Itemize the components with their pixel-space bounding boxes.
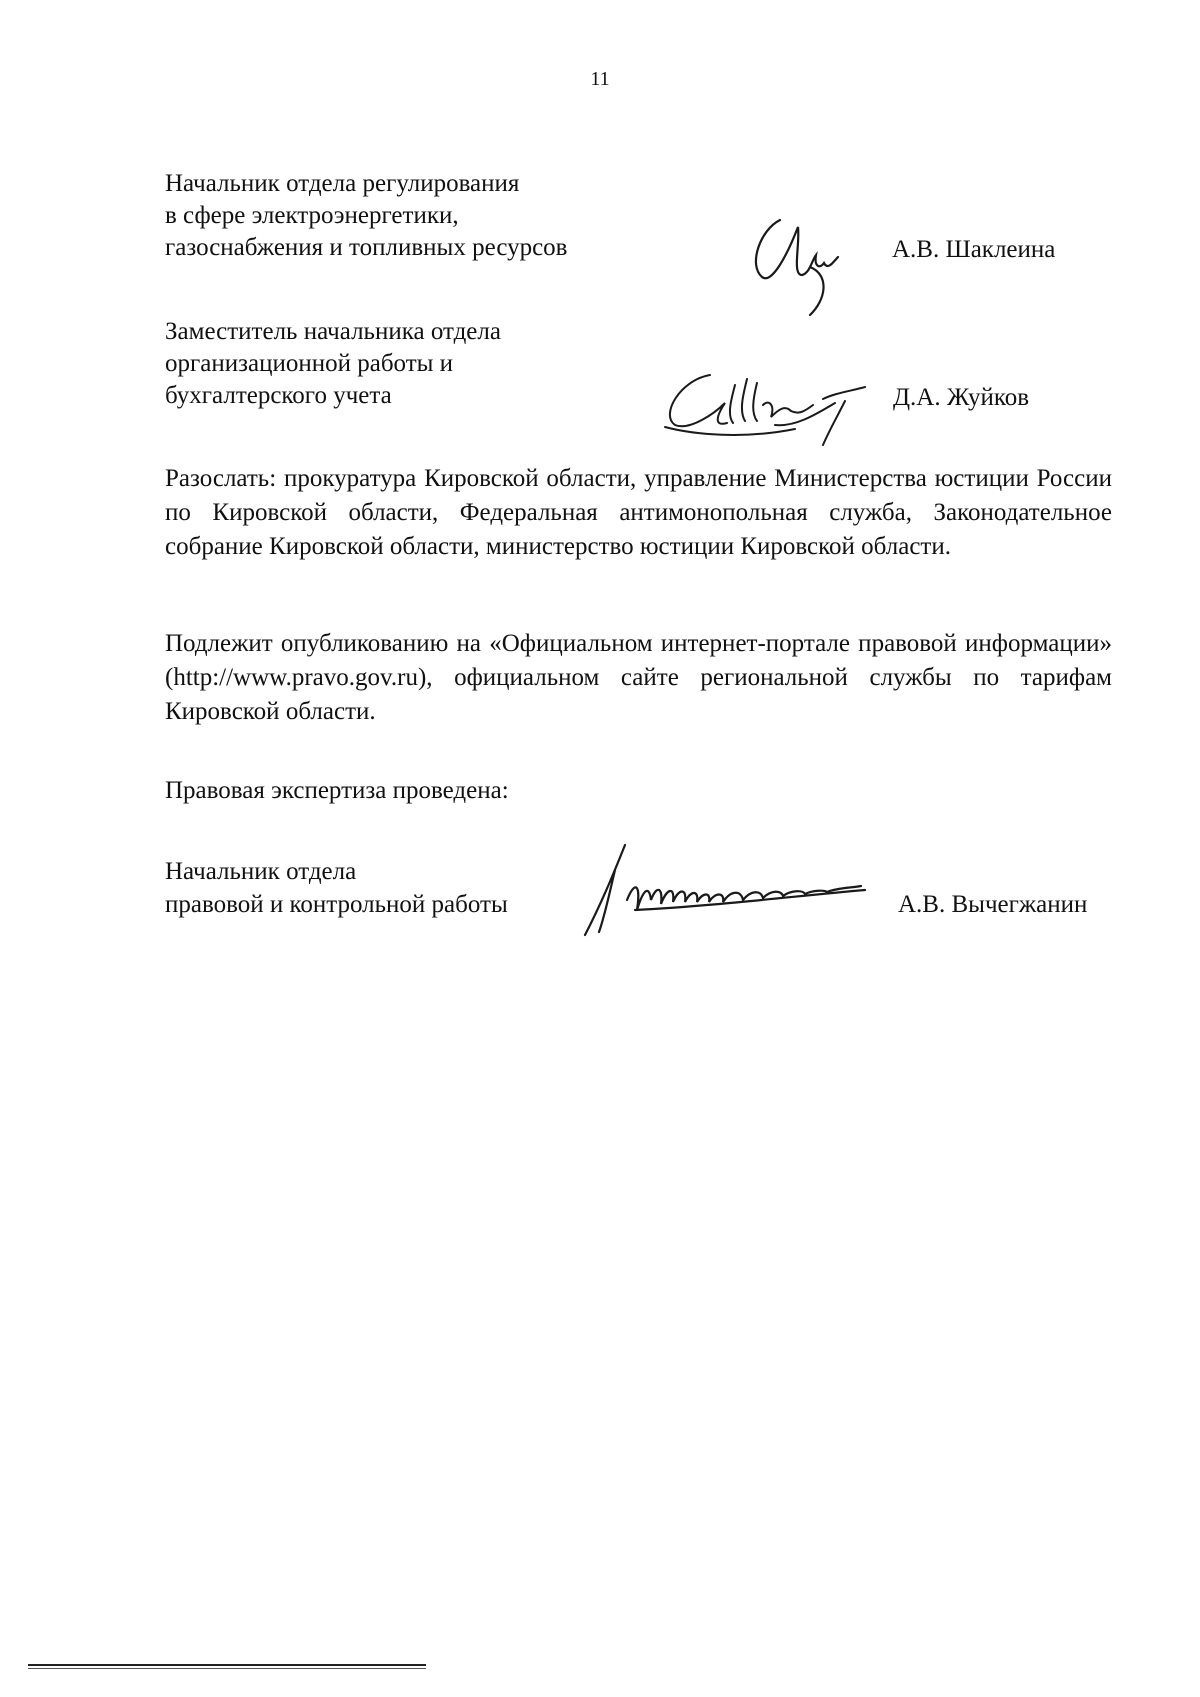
signatory-title-line: Начальник отдела регулирования — [165, 170, 520, 197]
signatory-name: Д.А. Жуйков — [893, 384, 1030, 411]
footer-rule-shadow — [28, 1668, 426, 1669]
signatory-title-line: газоснабжения и топливных ресурсов — [165, 234, 568, 261]
signature-image — [740, 205, 860, 320]
signatory-name: А.В. Шаклеина — [892, 236, 1056, 263]
legal-review-heading: Правовая экспертиза проведена: — [165, 777, 509, 804]
signatory-title-line: организационной работы и — [165, 350, 454, 377]
footer-rule — [28, 1664, 426, 1666]
signature-image — [655, 365, 885, 450]
signatory-title-line: правовой и контрольной работы — [165, 891, 508, 918]
signatory-title-line: Начальник отдела — [165, 858, 357, 885]
signatory-title-line: бухгалтерского учета — [165, 382, 392, 409]
signatory-title-line: в сфере электроэнергетики, — [165, 202, 459, 229]
signatory-name: А.В. Вычегжанин — [898, 891, 1088, 918]
page-number: 11 — [590, 68, 610, 90]
signature-image — [565, 840, 905, 940]
distribution-paragraph: Разослать: прокуратура Кировской области, управление Министерства юстиции России по Кировской области, Федеральная антимонопольная служба, Законодательное собрание Кировской области, министерство юстиции Кировской области. — [165, 465, 1112, 560]
publication-paragraph: Подлежит опубликованию на «Официальном интернет-портале правовой информации» (http://www.pravo.gov.ru), официальном сайте региональной службы по тарифам Кировской области. — [165, 630, 1112, 725]
signatory-title-line: Заместитель начальника отдела — [165, 318, 501, 345]
